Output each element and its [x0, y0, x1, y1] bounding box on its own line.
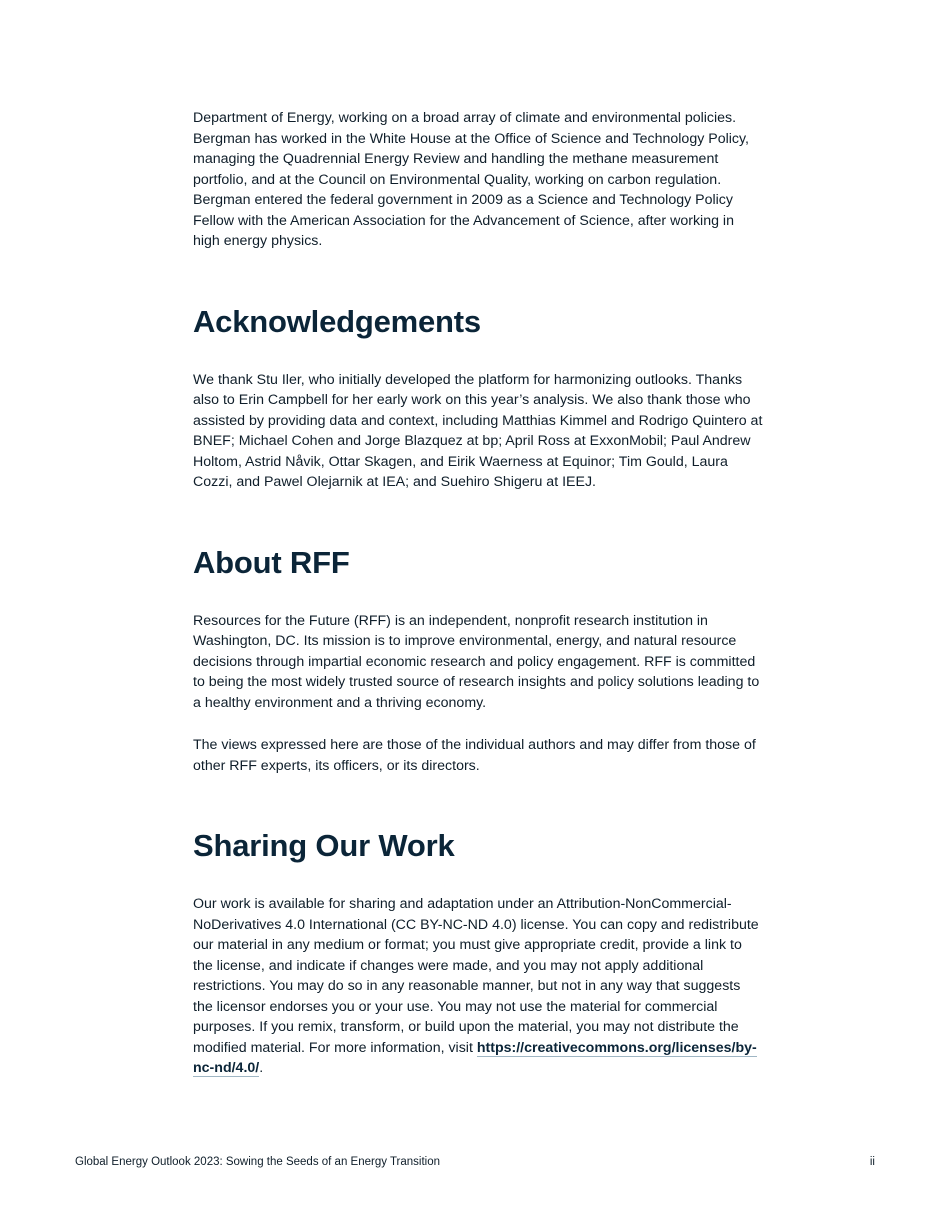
views-disclaimer-paragraph: The views expressed here are those of the individual authors and may differ from those of other RFF experts, its officers, or its directors. — [193, 737, 756, 774]
about-rff-paragraph: Resources for the Future (RFF) is an independent, nonprofit research institution in Washington, DC. Its mission is to improve environmental, energy, and natural resource decisions through impartial economic research and policy engagement. RFF is committed to being the most widely trusted source of research insights and policy solutions leading to a healthy environment and a thriving economy. — [193, 612, 760, 711]
about-rff-heading: About RFF — [193, 544, 350, 580]
sharing-our-work-paragraph — [193, 894, 763, 1079]
license-link[interactable]: https://creativecommons.org/licenses/by-nc-nd/4.0/ — [193, 1039, 757, 1076]
page-content — [193, 108, 763, 1079]
sharing-tail: . — [259, 1060, 264, 1076]
sharing-our-work-heading: Sharing Our Work — [193, 828, 455, 863]
sharing-text: Our work is available for sharing and adaptation under an Attribution-NonCommercial-NoDerivatives 4.0 International (CC BY-NC-ND 4.0) license. You can copy and redistribute our material in any medium or format; you must give appropriate credit, provide a link to the license, and indicate if changes were made, and you may not apply additional restrictions. You may do so in any reasonable manner, but not in any way that suggests the licensor endorses you or your use. You may not use the material for commercial purposes. If you remix, transform, or build upon the material, you may not distribute the modified material. For more information, visit — [193, 896, 759, 1056]
intro-paragraph: Department of Energy, working on a broad array of climate and environmental policies. Bergman has worked in the White House at the Office of Science and Technology Policy, managing the Quadrennial Energy Review and handling the methane measurement portfolio, and at the Council on Environmental Quality, working on carbon regulation. Bergman entered the federal government in 2009 as a Science and Technology Policy Fellow with the American Association for the Advancement of Science, after working in high energy physics. — [193, 110, 749, 249]
footer-document-title: Global Energy Outlook 2023: Sowing the Seeds of an Energy Transition — [75, 1156, 441, 1168]
acknowledgements-paragraph: We thank Stu Iler, who initially developed the platform for harmonizing outlooks. Thanks also to Erin Campbell for her early work on this year’s analysis. We also thank those who assisted by providing data and context, including Matthias Kimmel and Rodrigo Quintero at BNEF; Michael Cohen and Jorge Blazquez at bp; April Ross at ExxonMobil; Paul Andrew Holtom, Astrid Nåvik, Ottar Skagen, and Eirik Waerness at Equinor; Tim Gould, Laura Cozzi, and Pawel Olejarnik at IEA; and Suehiro Shigeru at IEEJ. — [193, 371, 763, 490]
page-footer — [75, 1154, 875, 1170]
acknowledgements-heading: Acknowledgements — [193, 303, 481, 339]
footer-page-number: ii — [869, 1156, 875, 1168]
